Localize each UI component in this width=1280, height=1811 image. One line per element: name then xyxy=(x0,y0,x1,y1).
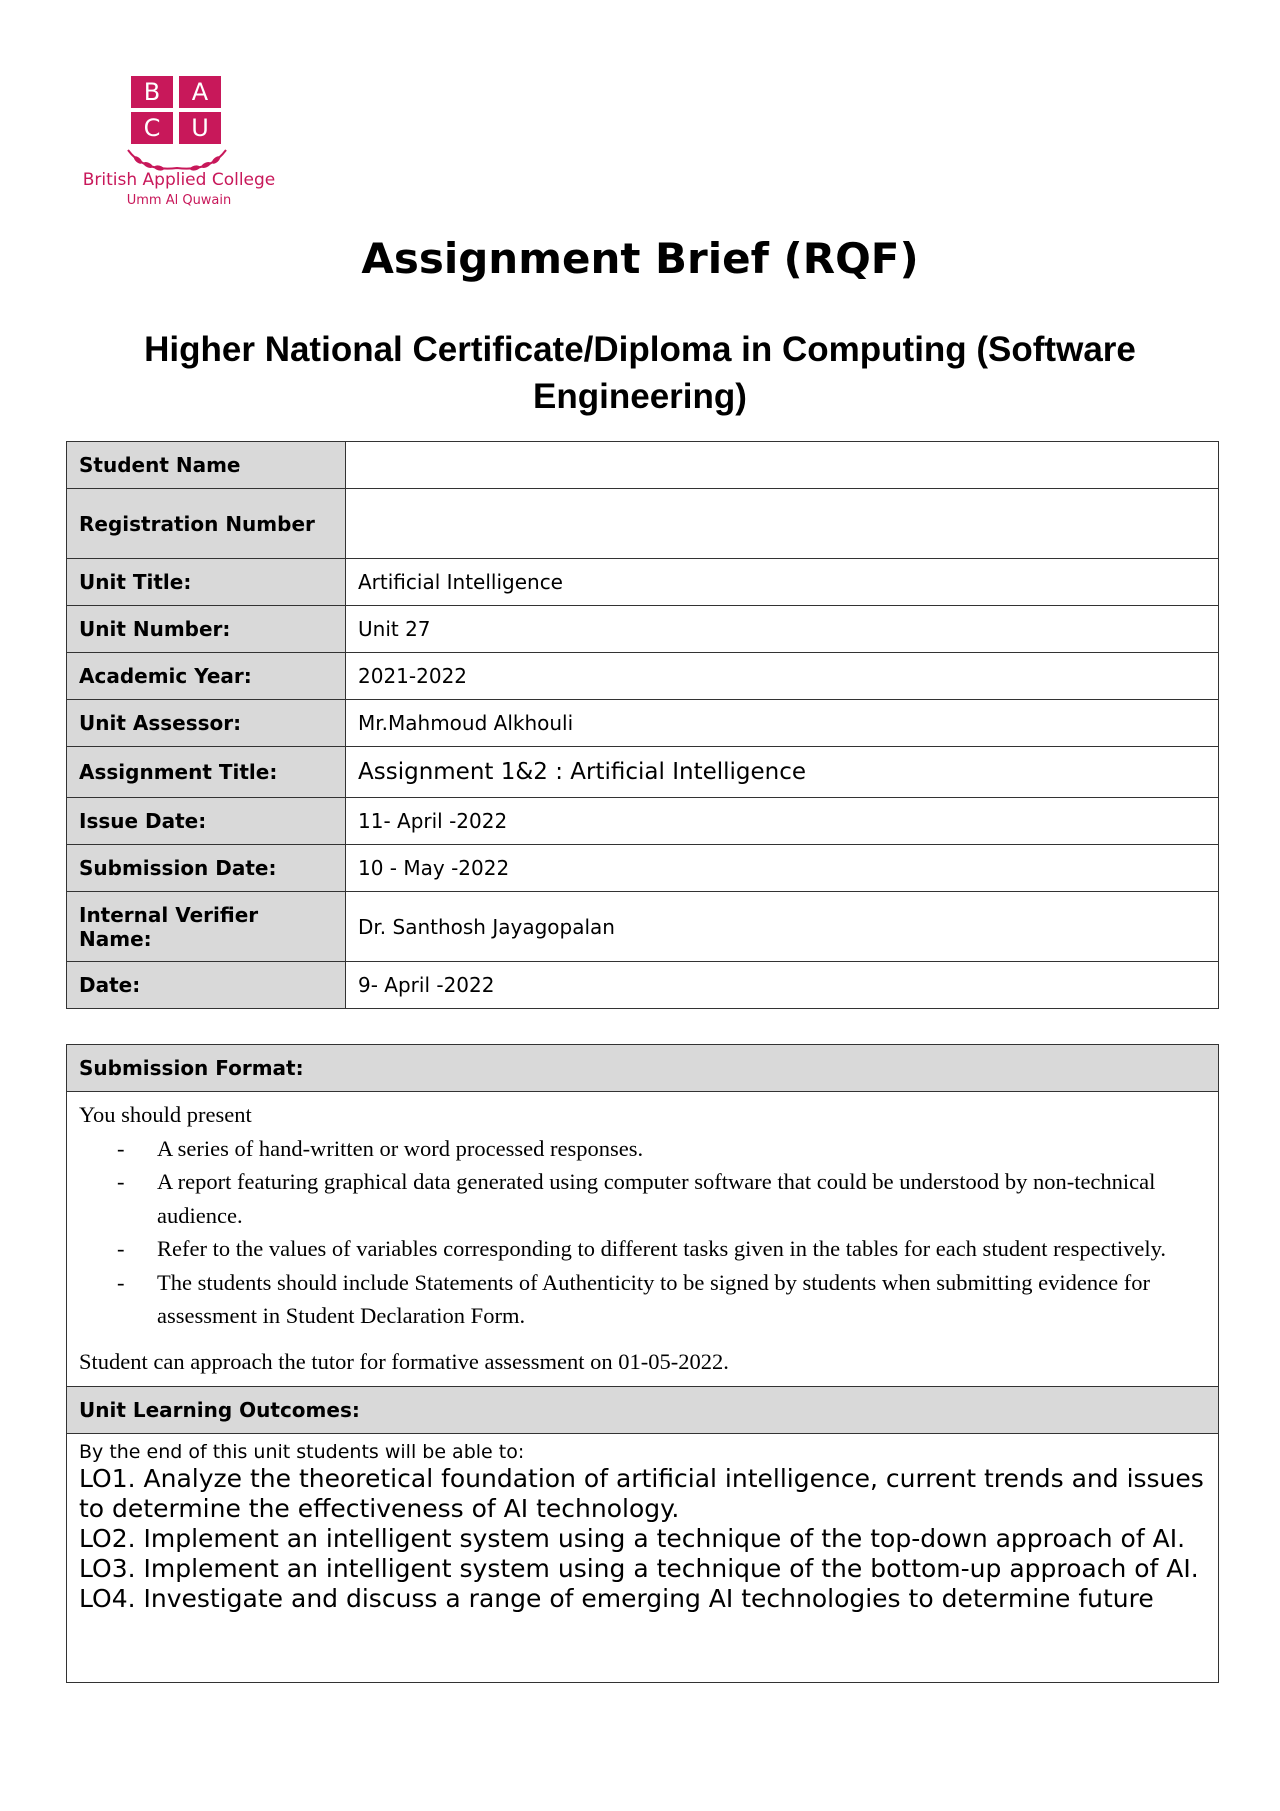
submission-format-body xyxy=(67,1092,1219,1387)
row-label: Date: xyxy=(67,962,346,1009)
row-value xyxy=(346,489,1219,559)
logo-letter: C xyxy=(131,112,173,144)
row-value: Mr.Mahmoud Alkhouli xyxy=(346,700,1219,747)
logo-emblem xyxy=(131,76,223,146)
page-title: Assignment Brief (RQF) xyxy=(361,234,919,283)
submission-table xyxy=(66,1044,1219,1683)
row-value: Dr. Santhosh Jayagopalan xyxy=(346,892,1219,962)
bullet-marker: - xyxy=(117,1269,125,1295)
submission-intro: You should present xyxy=(79,1102,252,1127)
outcome-item: LO2. Implement an intelligent system using a technique of the top-down approach of AI. xyxy=(79,1524,1186,1553)
bullet-marker: - xyxy=(117,1236,125,1261)
table-row xyxy=(67,442,1219,489)
row-label: Internal Verifier Name: xyxy=(67,892,346,962)
submission-list xyxy=(79,1132,1206,1333)
logo-letter: A xyxy=(179,76,221,108)
row-label: Issue Date: xyxy=(67,798,346,845)
row-label: Assignment Title: xyxy=(67,747,346,798)
list-item xyxy=(79,1165,1206,1232)
row-label: Submission Date: xyxy=(67,845,346,892)
row-label: Unit Title: xyxy=(67,559,346,606)
table-row xyxy=(67,962,1219,1009)
row-value: 11- April -2022 xyxy=(346,798,1219,845)
list-item xyxy=(79,1266,1206,1333)
laurel-icon xyxy=(124,146,230,172)
bullet-marker: - xyxy=(117,1169,125,1194)
table-row xyxy=(67,653,1219,700)
list-item-text: A series of hand-written or word processed responses. xyxy=(157,1135,644,1161)
row-value: Artificial Intelligence xyxy=(346,559,1219,606)
list-item-text: A report featuring graphical data generated using computer software that could be understood by non-technical audience. xyxy=(157,1169,1156,1228)
list-item xyxy=(79,1132,1206,1166)
learning-outcomes-body xyxy=(67,1434,1219,1683)
outcomes-intro: By the end of this unit students will be able to: xyxy=(79,1441,525,1463)
table-row xyxy=(67,892,1219,962)
list-item-text: Refer to the values of variables corresponding to different tasks given in the tables for each student respectively. xyxy=(157,1236,1167,1261)
row-value: Unit 27 xyxy=(346,606,1219,653)
outcome-item: LO4. Investigate and discuss a range of emerging AI technologies to determine future xyxy=(79,1584,1154,1613)
page-subtitle: Higher National Certificate/Diploma in Computing (Software Engineering) xyxy=(144,330,1136,416)
row-label: Unit Number: xyxy=(67,606,346,653)
row-label: Unit Assessor: xyxy=(67,700,346,747)
row-value: 2021-2022 xyxy=(346,653,1219,700)
table-row xyxy=(67,559,1219,606)
row-value: 10 - May -2022 xyxy=(346,845,1219,892)
list-item-text: The students should include Statements of Authenticity to be signed by students when submitting evidence for assessment in Student Declaration Form. xyxy=(157,1269,1150,1328)
college-logo xyxy=(64,76,294,216)
outcome-item: LO3. Implement an intelligent system using a technique of the bottom-up approach of AI. xyxy=(79,1554,1199,1583)
table-row xyxy=(67,798,1219,845)
table-row xyxy=(67,606,1219,653)
table-row xyxy=(67,700,1219,747)
learning-outcomes-heading: Unit Learning Outcomes: xyxy=(67,1387,1219,1434)
row-label: Student Name xyxy=(67,442,346,489)
row-value: 9- April -2022 xyxy=(346,962,1219,1009)
assignment-info-table xyxy=(66,441,1219,1009)
row-value xyxy=(346,442,1219,489)
submission-format-heading: Submission Format: xyxy=(67,1045,1219,1092)
table-row xyxy=(67,845,1219,892)
outcome-item: LO1. Analyze the theoretical foundation of artificial intelligence, current trends and issues to determine the effectiveness of AI technology. xyxy=(79,1464,1204,1523)
list-item xyxy=(79,1232,1206,1266)
row-label: Registration Number xyxy=(67,489,346,559)
row-label: Academic Year: xyxy=(67,653,346,700)
logo-letter: B xyxy=(131,76,173,108)
logo-letter: U xyxy=(179,112,221,144)
logo-location: Umm Al Quwain xyxy=(126,193,232,208)
table-row xyxy=(67,489,1219,559)
table-row xyxy=(67,747,1219,798)
bullet-marker: - xyxy=(117,1135,125,1161)
row-value: Assignment 1&2 : Artificial Intelligence xyxy=(346,747,1219,798)
submission-closing: Student can approach the tutor for formative assessment on 01-05-2022. xyxy=(79,1348,729,1374)
logo-college-name: British Applied College xyxy=(82,170,276,190)
